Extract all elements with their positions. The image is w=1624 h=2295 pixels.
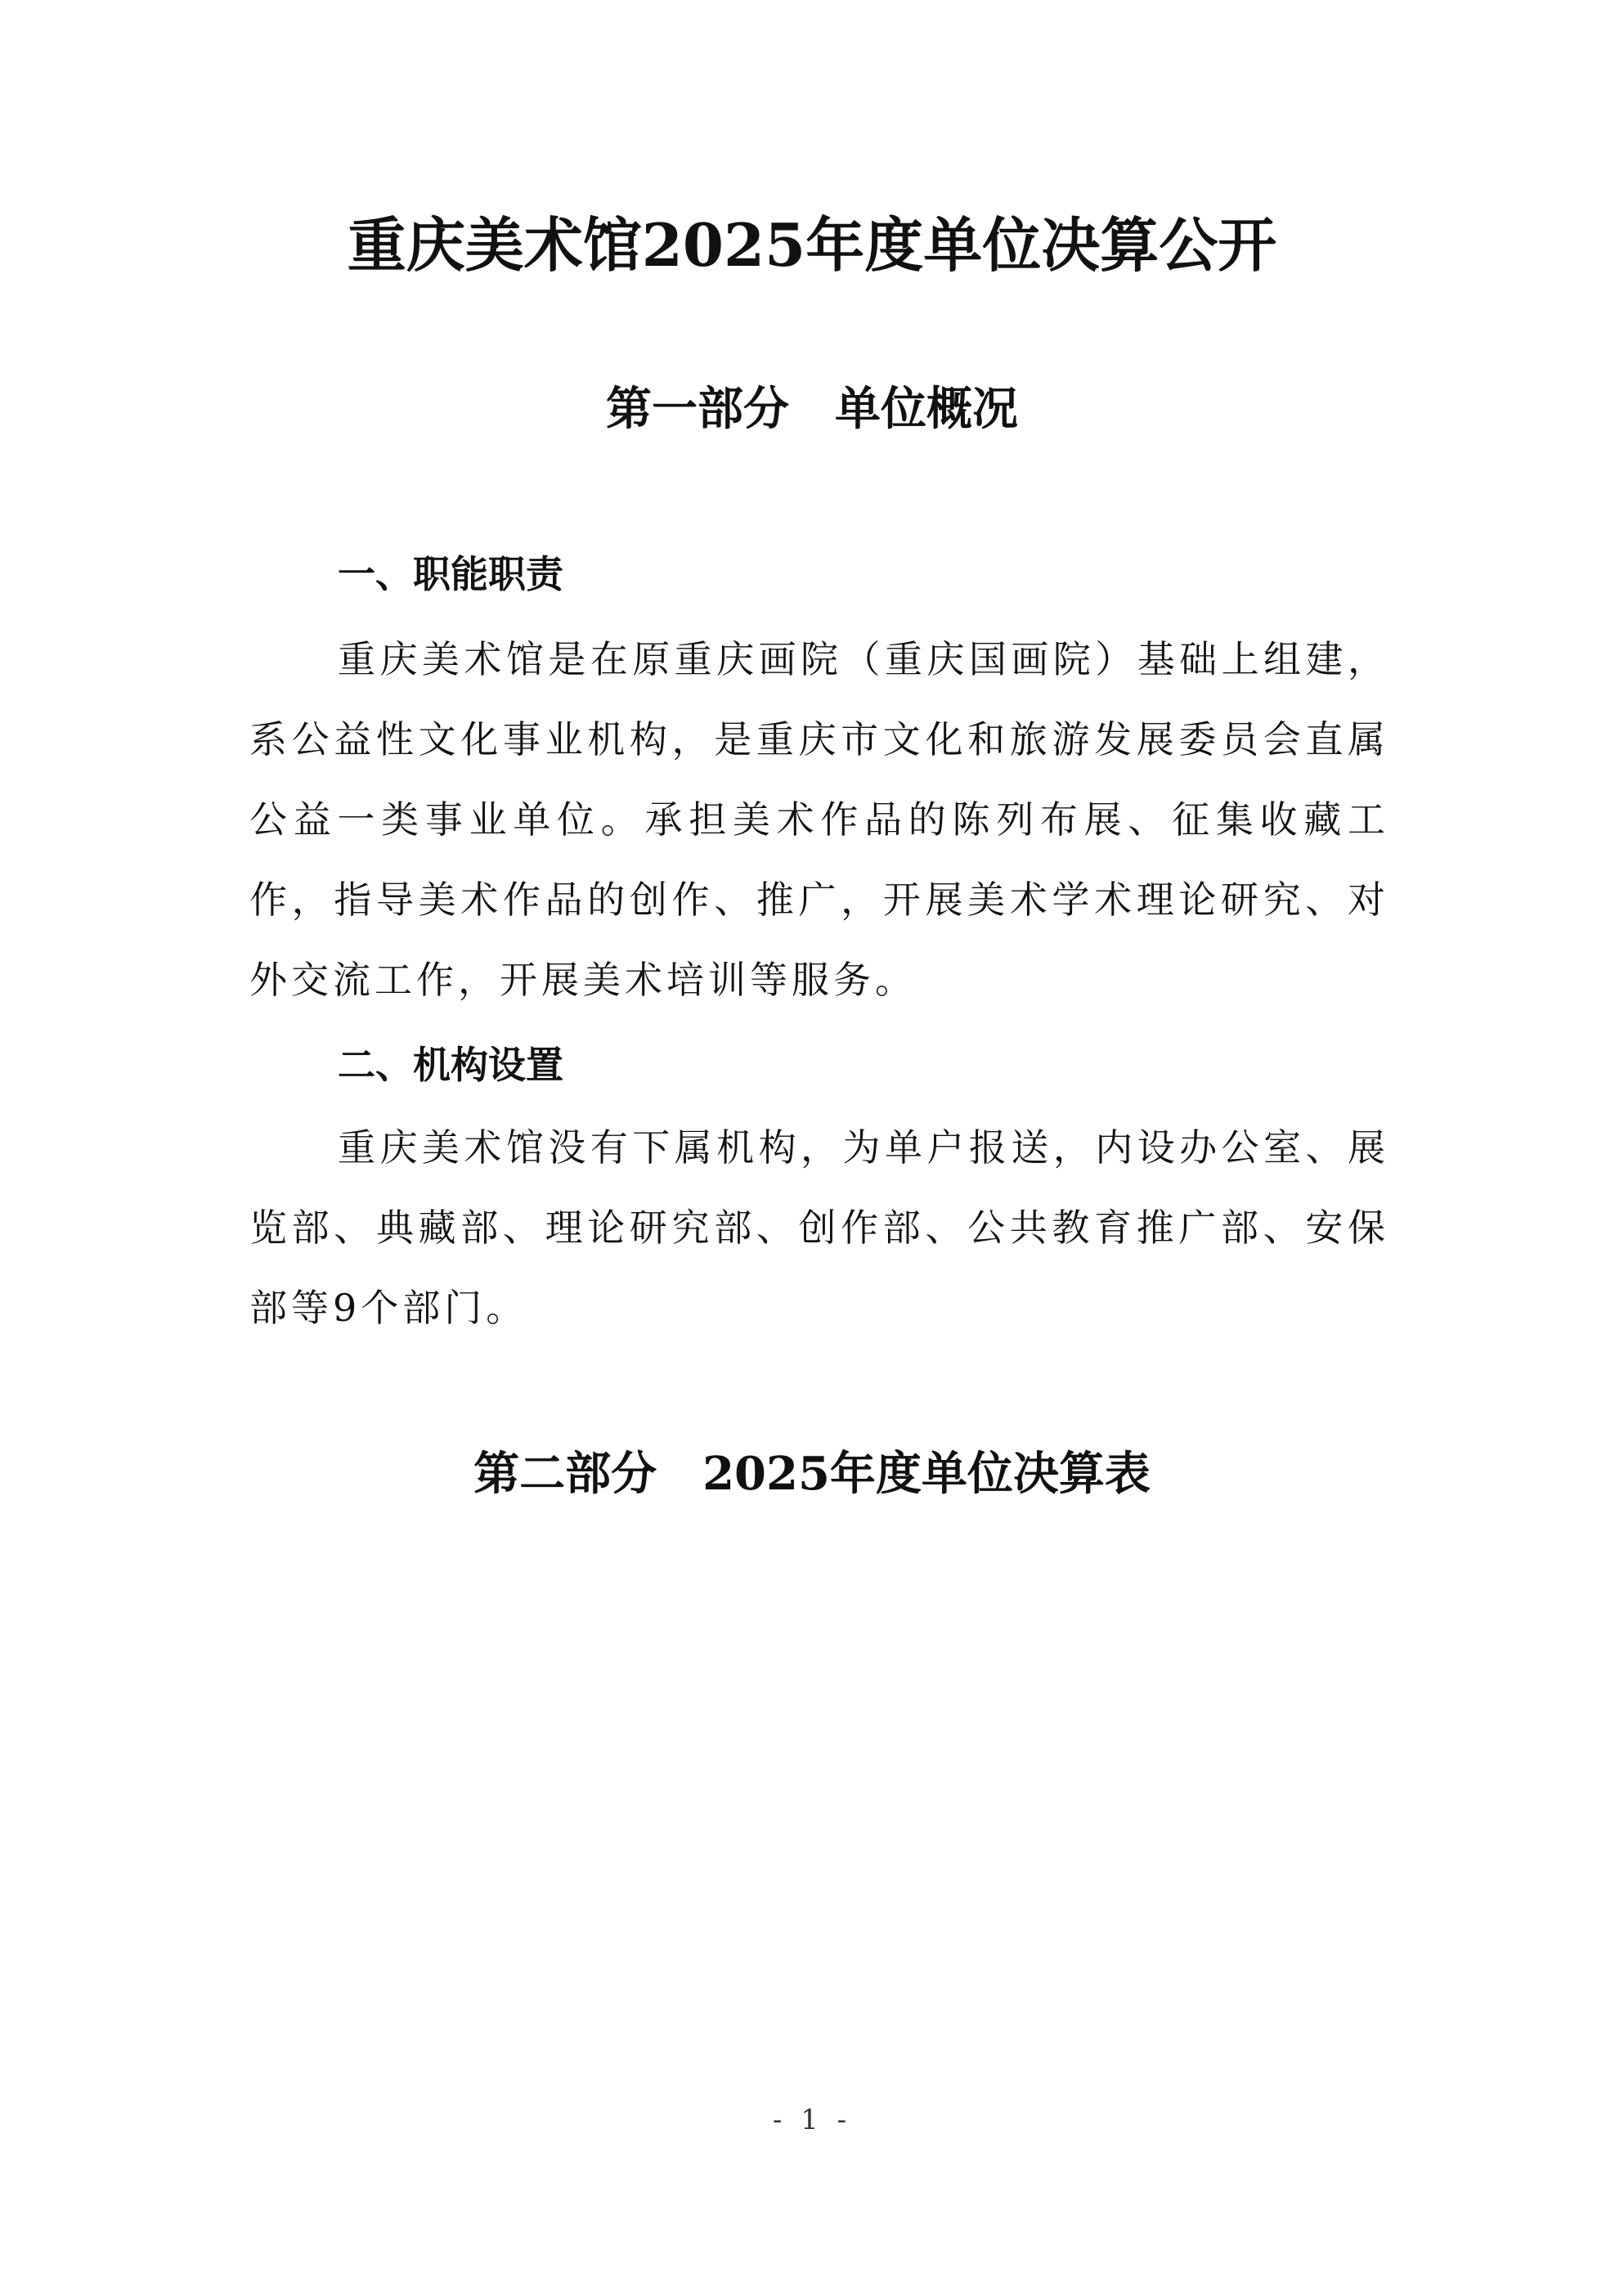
- part-two-title: 第二部分 2025年度单位决算表: [473, 1447, 1151, 1501]
- section-heading-duties: 一、职能职责: [338, 552, 563, 596]
- document-title: 重庆美术馆2025年度单位决算公开: [347, 210, 1277, 280]
- duties-paragraph: 重庆美术馆是在原重庆画院（重庆国画院）基础上组建，系公益性文化事业机构，是重庆市文化和旅游发展委员会直属公益一类事业单位。承担美术作品的陈列布展、征集收藏工作，指导美术作品的创作、推广，开展美术学术理论研究、对外交流工作，开展美术培训等服务。: [249, 637, 1389, 1002]
- page-number: - 1 -: [772, 2104, 852, 2136]
- organization-paragraph: 重庆美术馆没有下属机构，为单户报送，内设办公室、展览部、典藏部、理论研究部、创作部、公共教育推广部、安保部等9个部门。: [249, 1125, 1389, 1330]
- part-one-title: 第一部分 单位概况: [606, 382, 1018, 436]
- section-heading-organization: 二、机构设置: [338, 1043, 563, 1087]
